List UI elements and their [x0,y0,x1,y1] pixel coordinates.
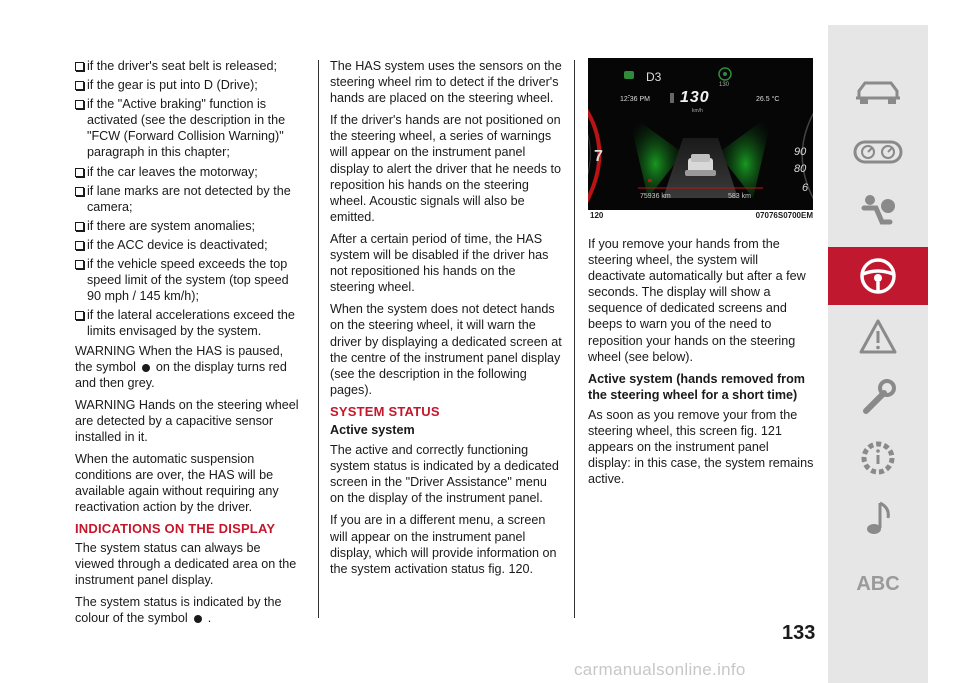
column-3 [588,236,814,493]
checkbox-bullet-icon [75,222,84,231]
sidebar-item-driving[interactable] [828,247,928,305]
instrument-panel-figure [588,58,813,210]
sidebar-item-emergency[interactable] [828,368,928,426]
sidebar-item-car[interactable] [828,63,928,121]
subheading-active-system: Active system [330,422,415,437]
warning-sensor: WARNING Hands on the steering wheel are detected by a capacitive sensor installed in it. [75,397,299,444]
gear-info-icon [858,438,898,478]
sidebar-item-warnings[interactable] [828,308,928,366]
paragraph-sensors: The HAS system uses the sensors on the steering wheel rim to detect if the driver's hands are placed on the steering wheel. [330,59,562,106]
car-icon [853,79,903,105]
range: 583 km [728,193,751,200]
warning-triangle-icon [858,318,898,356]
checkbox-bullet-icon [75,241,84,250]
right-dial-90: 90 [794,146,807,158]
music-note-icon [858,498,898,538]
paragraph-warnings: If the driver's hands are not positioned on the steering wheel, a series of warnings will appear on the instrument panel display to alert the driver that he needs to reposition his hands on the steering wheel. Acoustic signals will also be emitted. [330,113,562,224]
checkbox-bullet-icon [75,187,84,196]
column-2 [330,58,562,583]
gauges-icon [853,139,903,165]
bullet-item [75,307,301,339]
column-divider [574,60,575,618]
bullet-item [75,237,301,253]
sidebar-item-index[interactable] [828,555,928,613]
checkbox-bullet-icon [75,62,84,71]
paragraph-no-hands: When the system does not detect hands on the steering wheel, it will warn the driver by displaying a dedicated screen at the centre of the instrument panel display (see the description in the following pages). [330,302,562,397]
paragraph-active-status: The active and correctly functioning system status is indicated by a dedicated screen in the "Driver Assistance" menu on the display of the instrument panel. [330,443,559,506]
figure-caption [588,211,813,223]
paragraph-reactivation: When the automatic suspension conditions are over, the HAS will be available again without requiring any reactivation action by the driver. [75,452,279,515]
wrench-icon [858,377,898,417]
figure-code: 07076S0700EM [755,211,813,220]
bullet-item [75,218,301,234]
bullet-item [75,58,301,74]
heading-system-status: SYSTEM STATUS [330,403,440,419]
set-speed: 130 [719,82,730,88]
sidebar-item-safety[interactable] [828,183,928,241]
bullet-item [75,164,301,180]
sidebar-item-multimedia[interactable] [828,489,928,547]
left-dial-digit: 7 [594,148,603,165]
paragraph-different-menu: If you are in a different menu, a screen will appear on the instrument panel display, which will provide information on the system activation status fig. 120. [330,513,557,576]
bullet-list [75,58,301,340]
chapter-sidebar [828,25,928,683]
sidebar-item-gauges[interactable] [828,123,928,181]
checkbox-bullet-icon [75,260,84,269]
watermark: carmanualsonline.info [574,660,746,679]
figure-number: 120 [590,211,604,220]
instrument-panel-graphic [588,58,813,210]
sidebar-item-specs[interactable] [828,429,928,487]
subheading-hands-removed-short: Active system (hands removed from the steering wheel for a short time) [588,371,805,402]
right-dial-6: 6 [802,182,809,194]
paragraph-screen-appears: As soon as you remove your from the steering wheel, this screen fig. 121 appears on the instrument panel display: in this case, the system remains active. [588,407,814,487]
bullet-item [75,256,301,304]
checkbox-bullet-icon [75,311,84,320]
bullet-text: if the car leaves the motorway; [87,164,258,179]
paragraph-status-area: The system status can always be viewed through a dedicated area on the instrument panel display. [75,540,297,587]
bullet-item [75,183,301,215]
hands-symbol-icon [142,364,150,372]
speed-readout: 130 [680,89,710,106]
column-divider [318,60,319,618]
hands-symbol-icon [194,615,202,623]
speed-unit: km/h [692,108,703,114]
clock: 12:36 PM [620,96,650,103]
bullet-text: if the driver's seat belt is released; [87,59,278,73]
warning-paused: WARNING When the HAS is paused, the symbol on the display turns red and then grey. [75,343,287,390]
bullet-text: if the ACC device is deactivated; [87,237,268,252]
bullet-text: if lane marks are not detected by the camera; [87,183,291,214]
checkbox-bullet-icon [75,81,84,90]
bullet-item [75,77,301,93]
steering-wheel-icon [858,256,898,296]
odometer: 75936 km [640,193,671,200]
page-number: 133 [782,622,816,644]
bullet-item [75,96,301,160]
bullet-text: if the lateral accelerations exceed the limits envisaged by the system. [87,308,295,339]
gear-indicator: D3 [646,70,662,84]
bullet-text: if the gear is put into D (Drive); [87,78,258,93]
bullet-text: if the "Active braking" function is activated (see the description in the "FCW (Forward Collision Warning)" paragraph in this chapter; [87,97,286,160]
airbag-icon [858,192,898,232]
index-abc-label: ABC [856,572,900,595]
bullet-text: if the vehicle speed exceeds the top speed limit of the system (top speed 90 mph / 145 km/h); [87,257,289,304]
checkbox-bullet-icon [75,168,84,177]
paragraph-hands-removed: If you remove your hands from the steering wheel, the system will deactivate automatically but after a few seconds. The display will show a sequence of dedicated screens and beeps to warn you of the need to reposition your hands on the steering wheel (see below). [588,237,806,364]
checkbox-bullet-icon [75,100,84,109]
temperature: 26.5 °C [756,96,780,103]
column-1 [75,58,301,632]
paragraph-disabled: After a certain period of time, the HAS system will be disabled if the driver has not repositioned his hands on the steering wheel. [330,231,549,295]
bullet-text: if there are system anomalies; [87,218,255,233]
paragraph-status-colour: The system status is indicated by the colour of the symbol . [75,594,282,625]
right-dial-80: 80 [794,163,807,175]
heading-indications: INDICATIONS ON THE DISPLAY [75,521,276,537]
